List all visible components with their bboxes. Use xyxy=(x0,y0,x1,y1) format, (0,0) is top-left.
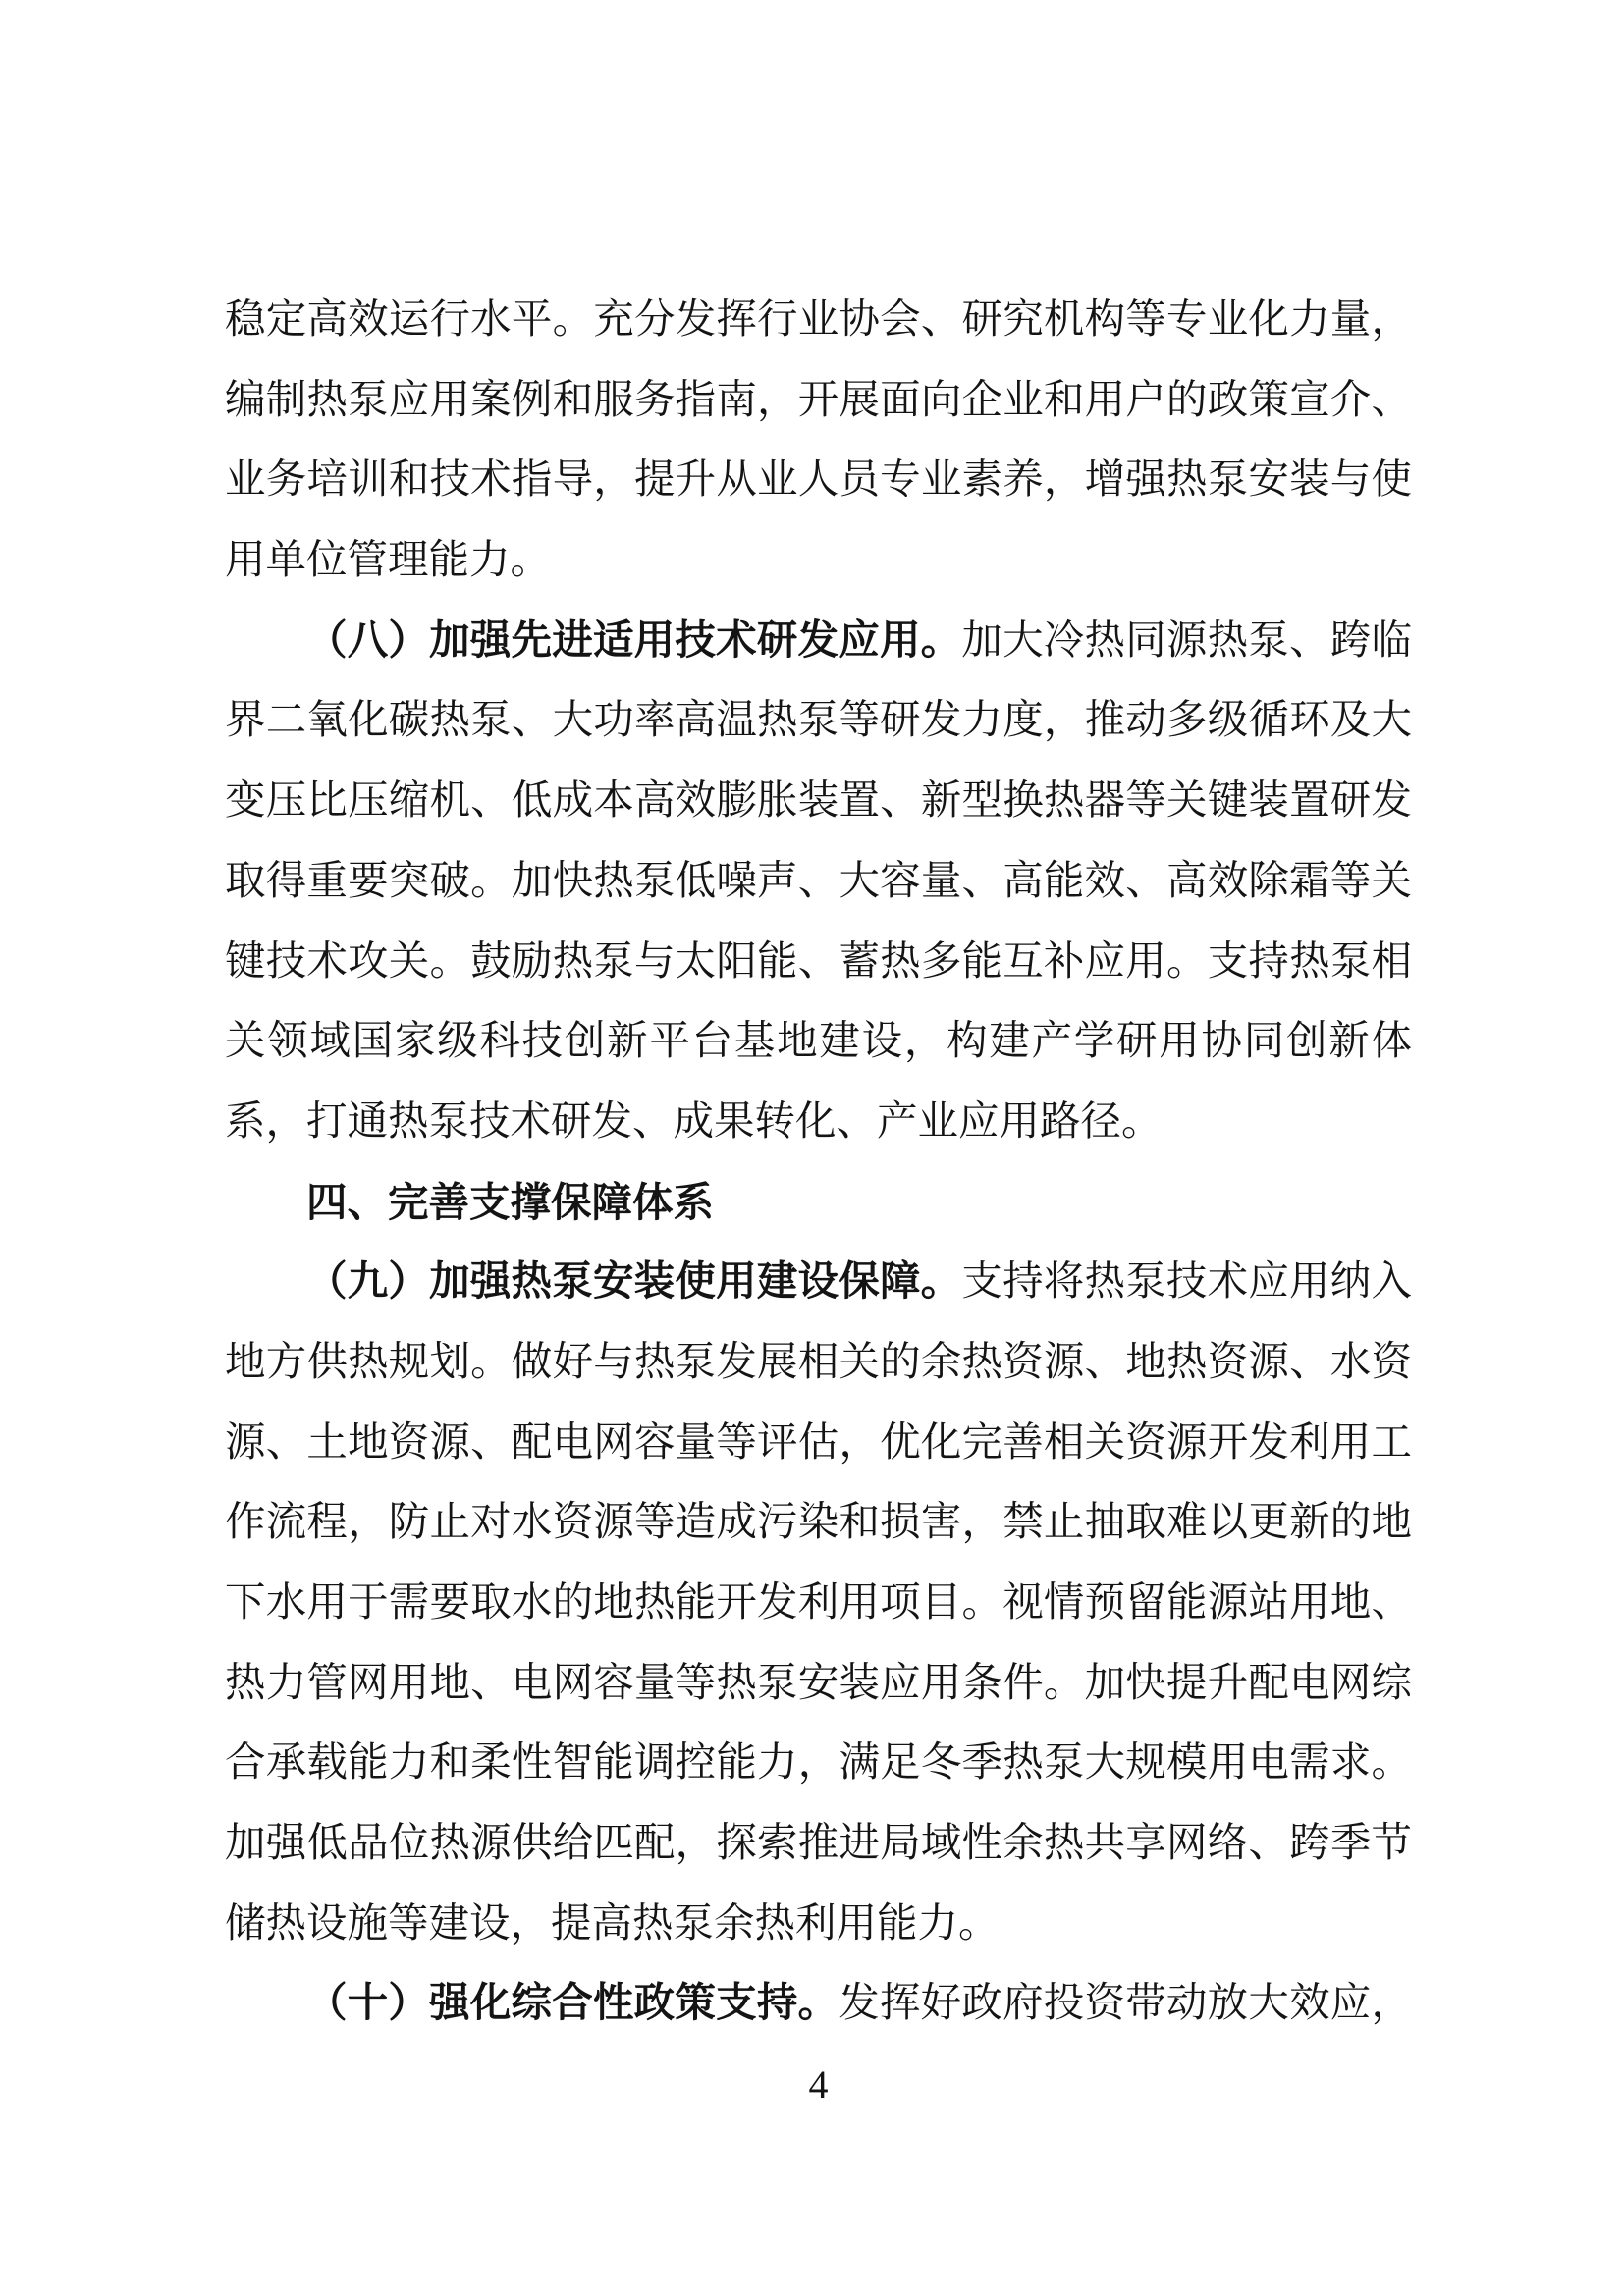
body-line xyxy=(225,1322,1412,1403)
body-line xyxy=(225,360,1412,441)
line-text: 储热设施等建设，提高热泵余热利用能力。 xyxy=(225,1899,1000,1946)
body-line xyxy=(225,1563,1412,1643)
line-text: 下水用于需要取水的地热能开发利用项目。视情预留能源站用地、 xyxy=(225,1579,1412,1625)
body-line xyxy=(225,1803,1412,1884)
body-line xyxy=(225,1643,1412,1724)
line-text: 支持将热泵技术应用纳入 xyxy=(961,1258,1412,1305)
body-line xyxy=(225,1082,1412,1162)
paragraph-lead: （十）强化综合性政策支持。 xyxy=(306,1980,839,2026)
line-text: 加强低品位热源供给匹配，探索推进局域性余热共享网络、跨季节 xyxy=(225,1820,1412,1866)
body-line xyxy=(225,680,1412,761)
line-text: 热力管网用地、电网容量等热泵安装应用条件。加快提升配电网综 xyxy=(225,1659,1412,1705)
body-line xyxy=(225,922,1412,1002)
body-line xyxy=(225,1723,1412,1803)
line-text: 编制热泵应用案例和服务指南，开展面向企业和用户的政策宣介、 xyxy=(225,376,1412,422)
body-line xyxy=(225,841,1412,922)
body-line xyxy=(225,1001,1412,1082)
line-text: 作流程，防止对水资源等造成污染和损害，禁止抽取难以更新的地 xyxy=(225,1499,1412,1545)
body-line xyxy=(225,1403,1412,1483)
body-line xyxy=(225,1884,1412,1964)
body-line xyxy=(225,601,1412,681)
body-line xyxy=(225,1242,1412,1322)
body-line xyxy=(225,520,1412,601)
line-text: 用单位管理能力。 xyxy=(225,537,552,583)
paragraph-lead: （九）加强热泵安装使用建设保障。 xyxy=(306,1258,962,1305)
line-text: 加大冷热同源热泵、跨临 xyxy=(961,616,1412,663)
line-text: 键技术攻关。鼓励热泵与太阳能、蓄热多能互补应用。支持热泵相 xyxy=(225,937,1412,984)
line-text: 界二氧化碳热泵、大功率高温热泵等研发力度，推动多级循环及大 xyxy=(225,697,1412,743)
body-line xyxy=(225,1482,1412,1563)
line-text: 地方供热规划。做好与热泵发展相关的余热资源、地热资源、水资 xyxy=(225,1338,1412,1384)
line-text: 关领域国家级科技创新平台基地建设，构建产学研用协同创新体 xyxy=(225,1018,1412,1064)
line-text: 发挥好政府投资带动放大效应， xyxy=(839,1980,1412,2026)
paragraph-lead: （八）加强先进适用技术研发应用。 xyxy=(306,616,962,663)
line-text: 系，打通热泵技术研发、成果转化、产业应用路径。 xyxy=(225,1097,1163,1144)
heading-text: 四、完善支撑保障体系 xyxy=(306,1178,715,1225)
line-text: 业务培训和技术指导，提升从业人员专业素养，增强热泵安装与使 xyxy=(225,456,1412,503)
page-number: 4 xyxy=(808,2062,829,2108)
body-line xyxy=(225,280,1412,360)
section-heading xyxy=(225,1162,1412,1243)
line-text: 变压比压缩机、低成本高效膨胀装置、新型换热器等关键装置研发 xyxy=(225,777,1412,824)
line-text: 稳定高效运行水平。充分发挥行业协会、研究机构等专业化力量， xyxy=(225,296,1412,342)
line-text: 取得重要突破。加快热泵低噪声、大容量、高能效、高效除霜等关 xyxy=(225,857,1412,903)
body-line xyxy=(225,440,1412,520)
line-text: 合承载能力和柔性智能调控能力，满足冬季热泵大规模用电需求。 xyxy=(225,1739,1412,1786)
line-text: 源、土地资源、配电网容量等评估，优化完善相关资源开发利用工 xyxy=(225,1418,1412,1465)
body-line xyxy=(225,761,1412,841)
body-line xyxy=(225,1963,1412,2044)
